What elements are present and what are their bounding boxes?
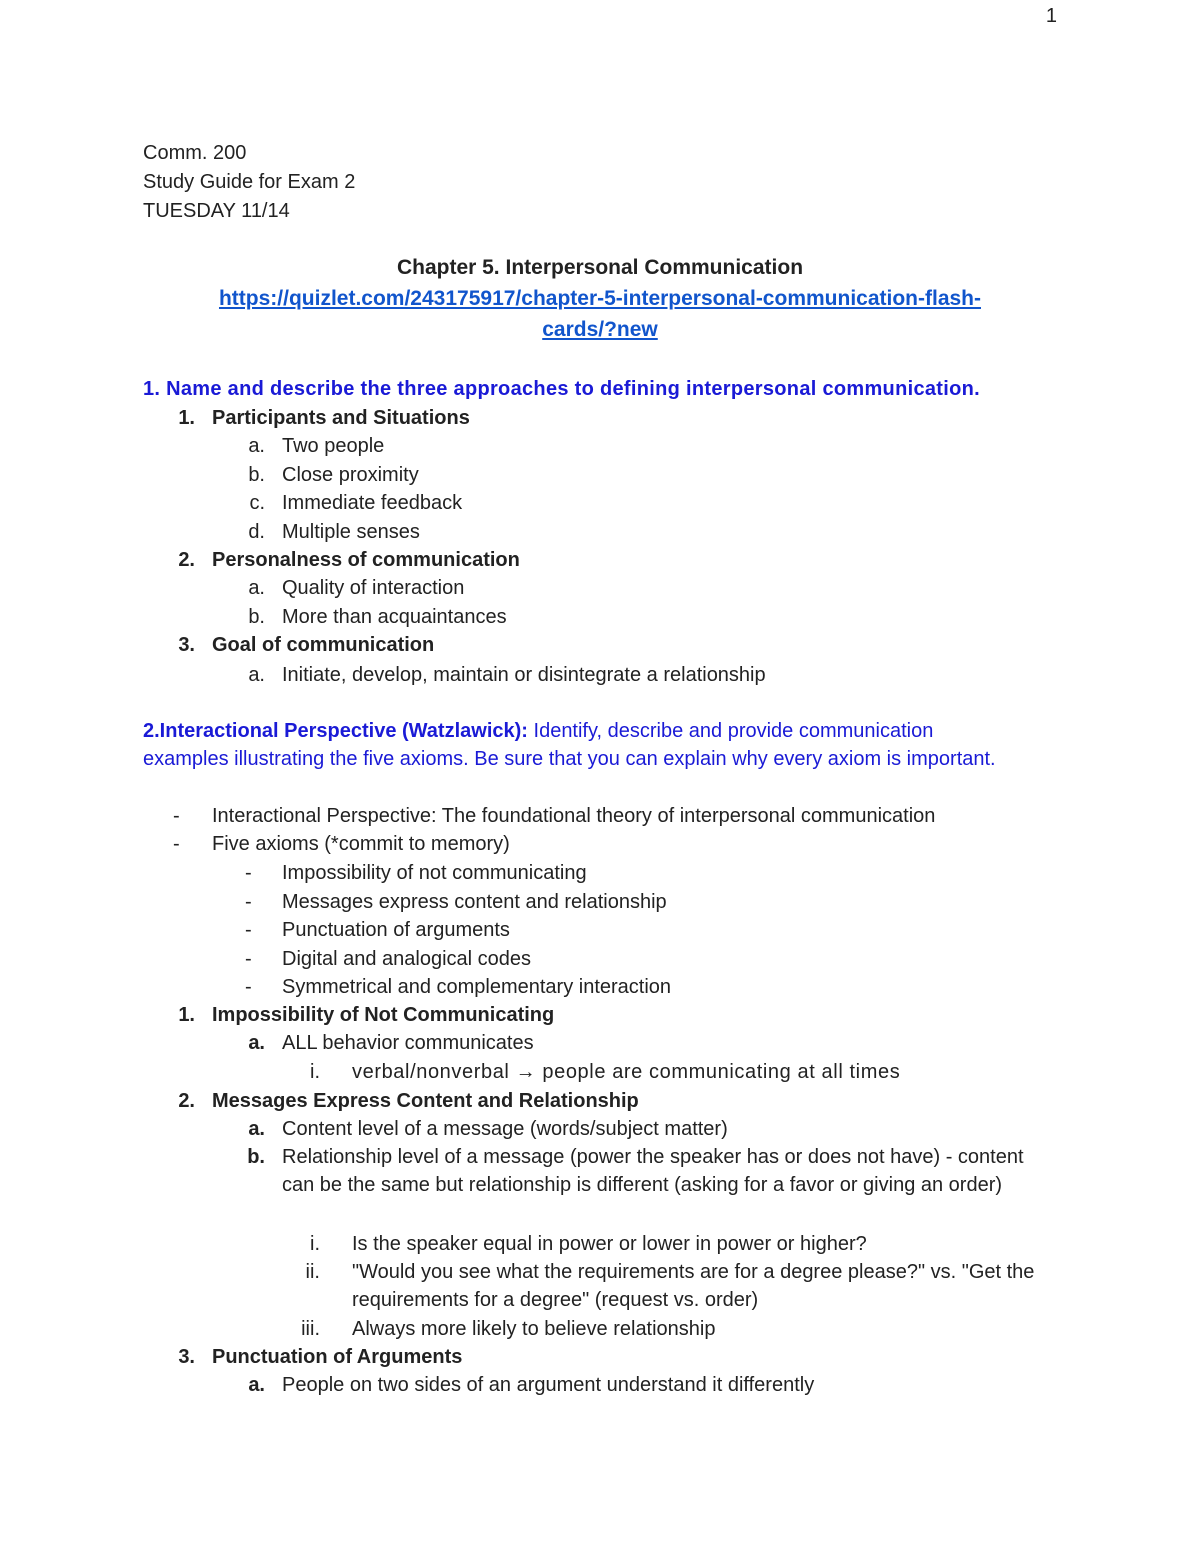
page-number: 1 — [1045, 5, 1057, 27]
list-item: "Would you see what the requirements are for a degree please?" vs. "Get the requirements for a degree" (request vs. order) — [352, 1261, 1035, 1311]
list-item: People on two sides of an argument understand it differently — [282, 1374, 815, 1396]
list-item: Interactional Perspective: The foundational theory of interpersonal communication — [212, 805, 936, 827]
list-number: 3. — [178, 634, 195, 656]
list-marker: iii. — [301, 1318, 320, 1340]
list-item: Two people — [282, 435, 385, 457]
list-item: More than acquaintances — [282, 606, 507, 628]
list-marker: a. — [248, 1118, 265, 1140]
list-number: 2. — [178, 549, 195, 571]
list-marker: i. — [310, 1233, 320, 1255]
list-item: Initiate, develop, maintain or disintegrate a relationship — [282, 664, 766, 686]
list-marker: b. — [247, 1146, 265, 1168]
list-marker: a. — [248, 577, 265, 599]
approach-label: Goal of communication — [212, 634, 435, 656]
list-marker: a. — [248, 664, 265, 686]
approach-label: Participants and Situations — [212, 407, 470, 429]
list-item: Five axioms (*commit to memory) — [212, 833, 510, 855]
list-item: Is the speaker equal in power or lower in power or higher? — [352, 1233, 867, 1255]
list-marker: d. — [248, 521, 265, 543]
list-item: Content level of a message (words/subject matter) — [282, 1118, 728, 1140]
approach-label: Personalness of communication — [212, 549, 520, 571]
course-name: Comm. 200 — [143, 142, 247, 164]
axiom-heading: Messages Express Content and Relationship — [212, 1090, 639, 1112]
list-item: Relationship level of a message (power the speaker has or does not have) - content can be the same but relationship is different (asking for a favor or giving an order) — [282, 1146, 1024, 1196]
quizlet-link-line-1[interactable]: https://quizlet.com/243175917/chapter-5-interpersonal-communication-flash- — [218, 287, 981, 310]
list-number: 1. — [178, 407, 195, 429]
exam-date: TUESDAY 11/14 — [143, 200, 290, 222]
question-2 — [143, 717, 1023, 773]
question-2-prompt: Identify, describe and provide communication examples illustrating the five axioms. Be sure that you can explain why every axiom is important. — [143, 720, 996, 770]
quizlet-link-line-2[interactable]: cards/?new — [542, 318, 658, 341]
dash-bullet: - — [245, 948, 252, 970]
list-marker: c. — [249, 492, 265, 514]
list-marker: i. — [310, 1061, 320, 1083]
axiom-item: Impossibility of not communicating — [282, 862, 587, 884]
list-item: Close proximity — [282, 464, 419, 486]
list-item: Always more likely to believe relationship — [352, 1318, 716, 1340]
list-number: 2. — [178, 1090, 195, 1112]
list-item: verbal/nonverbal → people are communicating at all times — [352, 1061, 901, 1083]
question-1: 1. Name and describe the three approaches to defining interpersonal communication. — [143, 378, 981, 400]
guide-title: Study Guide for Exam 2 — [143, 171, 356, 193]
list-marker: a. — [248, 1374, 265, 1396]
list-number: 3. — [178, 1346, 195, 1368]
dash-bullet: - — [245, 919, 252, 941]
dash-bullet: - — [245, 976, 252, 998]
list-item: Multiple senses — [282, 521, 420, 543]
list-marker: a. — [248, 1032, 265, 1054]
question-2-heading: 2.Interactional Perspective (Watzlawick): — [143, 720, 528, 742]
dash-bullet: - — [173, 833, 180, 855]
axiom-heading: Punctuation of Arguments — [212, 1346, 463, 1368]
list-number: 1. — [178, 1004, 195, 1026]
axiom-item: Messages express content and relationship — [282, 891, 667, 913]
dash-bullet: - — [173, 805, 180, 827]
axiom-item: Symmetrical and complementary interaction — [282, 976, 672, 998]
dash-bullet: - — [245, 891, 252, 913]
list-marker: ii. — [305, 1261, 320, 1283]
list-item: Immediate feedback — [282, 492, 463, 514]
chapter-title: Chapter 5. Interpersonal Communication — [396, 256, 804, 279]
axiom-item: Punctuation of arguments — [282, 919, 510, 941]
list-item: Quality of interaction — [282, 577, 465, 599]
list-item: ALL behavior communicates — [282, 1032, 534, 1054]
dash-bullet: - — [245, 862, 252, 884]
list-marker: a. — [248, 435, 265, 457]
axiom-heading: Impossibility of Not Communicating — [212, 1004, 555, 1026]
list-marker: b. — [248, 464, 265, 486]
axiom-item: Digital and analogical codes — [282, 948, 532, 970]
list-marker: b. — [248, 606, 265, 628]
